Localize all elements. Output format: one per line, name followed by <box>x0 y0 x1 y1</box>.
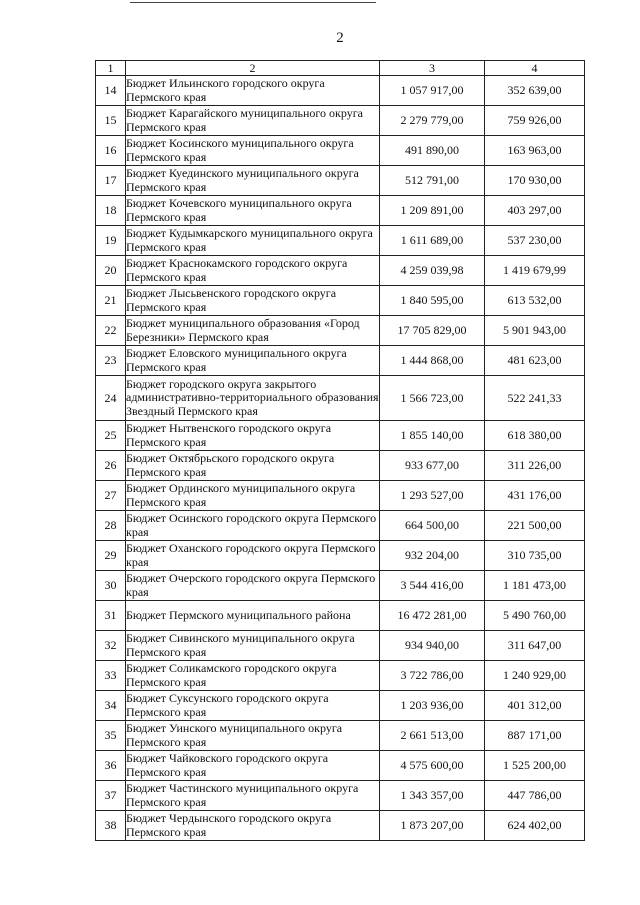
table-row <box>96 481 585 511</box>
table-row <box>96 166 585 196</box>
header-col-2: 2 <box>126 61 380 76</box>
amount-col-4: 1 419 679,99 <box>485 256 585 286</box>
row-number: 34 <box>96 691 126 721</box>
amount-col-4: 447 786,00 <box>485 781 585 811</box>
amount-col-3: 3 722 786,00 <box>380 661 485 691</box>
amount-col-3: 16 472 281,00 <box>380 601 485 631</box>
amount-col-3: 3 544 416,00 <box>380 571 485 601</box>
amount-col-4: 403 297,00 <box>485 196 585 226</box>
amount-col-3: 934 940,00 <box>380 631 485 661</box>
amount-col-3: 1 343 357,00 <box>380 781 485 811</box>
table-row <box>96 196 585 226</box>
row-number: 32 <box>96 631 126 661</box>
amount-col-4: 352 639,00 <box>485 76 585 106</box>
amount-col-3: 1 057 917,00 <box>380 76 485 106</box>
table-row <box>96 721 585 751</box>
row-number: 33 <box>96 661 126 691</box>
row-number: 23 <box>96 346 126 376</box>
row-number: 29 <box>96 541 126 571</box>
budget-table <box>95 60 585 841</box>
budget-name: Бюджет Частинского муниципального округа Пермского края <box>126 781 380 811</box>
table-row <box>96 106 585 136</box>
table-row <box>96 781 585 811</box>
budget-name: Бюджет городского округа закрытого административно-территориального образования Звездный Пермского края <box>126 376 380 421</box>
row-number: 36 <box>96 751 126 781</box>
amount-col-3: 1 293 527,00 <box>380 481 485 511</box>
amount-col-4: 311 226,00 <box>485 451 585 481</box>
budget-name: Бюджет Нытвенского городского округа Пермского края <box>126 421 380 451</box>
row-number: 19 <box>96 226 126 256</box>
amount-col-4: 310 735,00 <box>485 541 585 571</box>
table-row <box>96 571 585 601</box>
amount-col-3: 1 873 207,00 <box>380 811 485 841</box>
header-col-4: 4 <box>485 61 585 76</box>
amount-col-3: 664 500,00 <box>380 511 485 541</box>
amount-col-3: 17 705 829,00 <box>380 316 485 346</box>
row-number: 25 <box>96 421 126 451</box>
budget-name: Бюджет Уинского муниципального округа Пермского края <box>126 721 380 751</box>
amount-col-4: 1 525 200,00 <box>485 751 585 781</box>
table-header-row <box>96 61 585 76</box>
row-number: 18 <box>96 196 126 226</box>
table-row <box>96 226 585 256</box>
row-number: 27 <box>96 481 126 511</box>
amount-col-3: 4 259 039,98 <box>380 256 485 286</box>
top-rule <box>130 2 376 3</box>
amount-col-4: 618 380,00 <box>485 421 585 451</box>
amount-col-4: 221 500,00 <box>485 511 585 541</box>
table-row <box>96 76 585 106</box>
table-row <box>96 811 585 841</box>
amount-col-4: 613 532,00 <box>485 286 585 316</box>
table-row <box>96 601 585 631</box>
row-number: 20 <box>96 256 126 286</box>
amount-col-3: 1 209 891,00 <box>380 196 485 226</box>
budget-name: Бюджет Кочевского муниципального округа Пермского края <box>126 196 380 226</box>
row-number: 37 <box>96 781 126 811</box>
amount-col-3: 1 611 689,00 <box>380 226 485 256</box>
budget-name: Бюджет Ординского муниципального округа Пермского края <box>126 481 380 511</box>
amount-col-3: 933 677,00 <box>380 451 485 481</box>
amount-col-3: 491 890,00 <box>380 136 485 166</box>
table-row <box>96 286 585 316</box>
row-number: 35 <box>96 721 126 751</box>
budget-name: Бюджет Еловского муниципального округа Пермского края <box>126 346 380 376</box>
budget-name: Бюджет Очерского городского округа Пермского края <box>126 571 380 601</box>
amount-col-4: 311 647,00 <box>485 631 585 661</box>
table-row <box>96 316 585 346</box>
amount-col-3: 932 204,00 <box>380 541 485 571</box>
amount-col-4: 431 176,00 <box>485 481 585 511</box>
amount-col-4: 5 901 943,00 <box>485 316 585 346</box>
amount-col-4: 481 623,00 <box>485 346 585 376</box>
budget-name: Бюджет Лысьвенского городского округа Пермского края <box>126 286 380 316</box>
budget-name: Бюджет Косинского муниципального округа Пермского края <box>126 136 380 166</box>
amount-col-4: 401 312,00 <box>485 691 585 721</box>
row-number: 21 <box>96 286 126 316</box>
amount-col-4: 522 241,33 <box>485 376 585 421</box>
amount-col-3: 1 566 723,00 <box>380 376 485 421</box>
row-number: 14 <box>96 76 126 106</box>
amount-col-4: 170 930,00 <box>485 166 585 196</box>
amount-col-4: 887 171,00 <box>485 721 585 751</box>
page-number: 2 <box>336 30 344 46</box>
table-row <box>96 541 585 571</box>
table-row <box>96 136 585 166</box>
budget-name: Бюджет Сивинского муниципального округа Пермского края <box>126 631 380 661</box>
table-row <box>96 511 585 541</box>
amount-col-4: 1 181 473,00 <box>485 571 585 601</box>
budget-name: Бюджет Соликамского городского округа Пермского края <box>126 661 380 691</box>
budget-name: Бюджет Осинского городского округа Пермского края <box>126 511 380 541</box>
amount-col-3: 1 855 140,00 <box>380 421 485 451</box>
table-row <box>96 691 585 721</box>
amount-col-4: 537 230,00 <box>485 226 585 256</box>
budget-name: Бюджет Карагайского муниципального округа Пермского края <box>126 106 380 136</box>
table-row <box>96 256 585 286</box>
header-col-3: 3 <box>380 61 485 76</box>
row-number: 16 <box>96 136 126 166</box>
budget-name: Бюджет Октябрьского городского округа Пермского края <box>126 451 380 481</box>
row-number: 38 <box>96 811 126 841</box>
table-body <box>96 76 585 841</box>
table-row <box>96 631 585 661</box>
amount-col-3: 4 575 600,00 <box>380 751 485 781</box>
amount-col-4: 5 490 760,00 <box>485 601 585 631</box>
row-number: 22 <box>96 316 126 346</box>
amount-col-3: 1 840 595,00 <box>380 286 485 316</box>
budget-name: Бюджет муниципального образования «Город Березники» Пермского края <box>126 316 380 346</box>
budget-name: Бюджет Пермского муниципального района <box>126 601 380 631</box>
budget-name: Бюджет Оханского городского округа Пермского края <box>126 541 380 571</box>
row-number: 15 <box>96 106 126 136</box>
budget-name: Бюджет Ильинского городского округа Пермского края <box>126 76 380 106</box>
amount-col-4: 163 963,00 <box>485 136 585 166</box>
header-col-1: 1 <box>96 61 126 76</box>
budget-name: Бюджет Чердынского городского округа Пермского края <box>126 811 380 841</box>
amount-col-3: 1 444 868,00 <box>380 346 485 376</box>
amount-col-3: 2 661 513,00 <box>380 721 485 751</box>
amount-col-4: 759 926,00 <box>485 106 585 136</box>
table-row <box>96 346 585 376</box>
budget-name: Бюджет Кудымкарского муниципального округа Пермского края <box>126 226 380 256</box>
budget-name: Бюджет Суксунского городского округа Пермского края <box>126 691 380 721</box>
row-number: 26 <box>96 451 126 481</box>
amount-col-4: 1 240 929,00 <box>485 661 585 691</box>
row-number: 17 <box>96 166 126 196</box>
table-row <box>96 421 585 451</box>
amount-col-3: 1 203 936,00 <box>380 691 485 721</box>
table-row <box>96 661 585 691</box>
amount-col-4: 624 402,00 <box>485 811 585 841</box>
budget-name: Бюджет Чайковского городского округа Пермского края <box>126 751 380 781</box>
row-number: 30 <box>96 571 126 601</box>
amount-col-3: 2 279 779,00 <box>380 106 485 136</box>
row-number: 24 <box>96 376 126 421</box>
budget-name: Бюджет Куединского муниципального округа Пермского края <box>126 166 380 196</box>
row-number: 28 <box>96 511 126 541</box>
table-row <box>96 451 585 481</box>
row-number: 31 <box>96 601 126 631</box>
budget-name: Бюджет Краснокамского городского округа Пермского края <box>126 256 380 286</box>
table-row <box>96 376 585 421</box>
table-row <box>96 751 585 781</box>
amount-col-3: 512 791,00 <box>380 166 485 196</box>
